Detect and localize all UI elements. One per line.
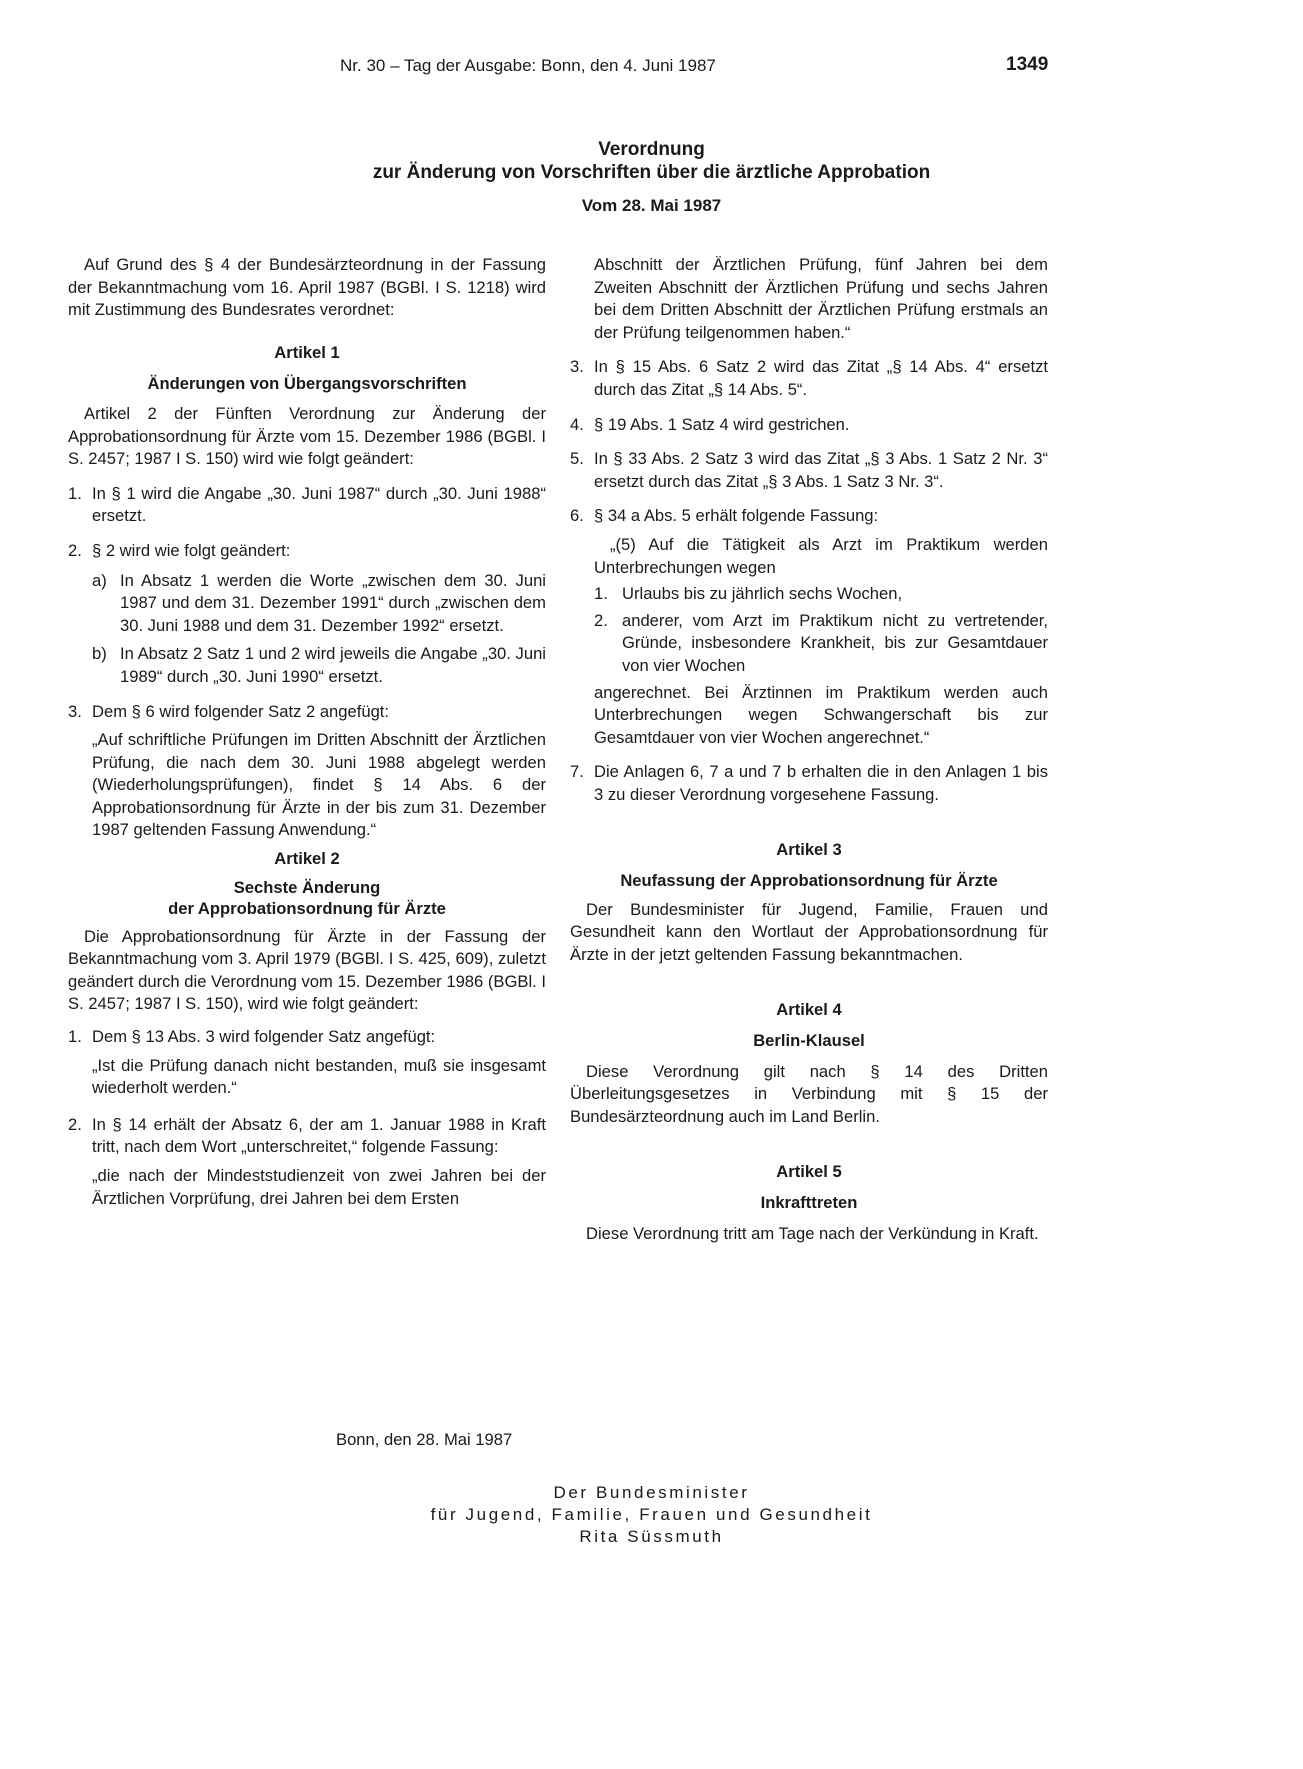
signature-title: Der Bundesminister [553,1483,750,1502]
article3-subheading: Neufassung der Approbationsordnung für Ärzte [620,871,998,891]
list-item: 1. Dem § 13 Abs. 3 wird folgender Satz angefügt: [68,1027,436,1047]
article2-text: Die Approbationsordnung für Ärzte in der Fassung der Bekanntmachung vom 3. April 1979 (BGBl. I S. 425, 609), zuletzt geändert durch die Verordnung vom 15. Dezember 1986 (BGBl. I S. 2457; 1987 I S. 150), wird wie folgt geändert: [68,926,546,1014]
intro-paragraph: Auf Grund des § 4 der Bundesärzteordnung in der Fassung der Bekanntmachung vom 16. April 1987 (BGBl. I S. 1218) wird mit Zustimmung des Bundesrates verordnet: [68,255,546,320]
list-item: 5. In § 33 Abs. 2 Satz 3 wird das Zitat „§ 3 Abs. 1 Satz 2 Nr. 3“ ersetzt durch das Zitat „§ 3 Abs. 1 Satz 3 Nr. 3“. [570,449,1048,491]
signature-block [0,1482,1303,1548]
title-line2: zur Änderung von Vorschriften über die ärztliche Approbation [372,162,931,183]
list-item: 1. In § 1 wird die Angabe „30. Juni 1987“ durch „30. Juni 1988“ ersetzt. [68,483,546,526]
issue-line: Nr. 30 – Tag der Ausgabe: Bonn, den 4. Juni 1987 [340,56,716,75]
title-date: Vom 28. Mai 1987 [581,196,722,215]
signature-ministry: für Jugend, Familie, Frauen und Gesundheit [430,1505,873,1524]
quoted-text: „(5) Auf die Tätigkeit als Arzt im Praktikum werden Unterbrechungen wegen [594,534,1048,577]
list-item: 6. § 34 a Abs. 5 erhält folgende Fassung: [570,506,879,526]
article4-text: Diese Verordnung gilt nach § 14 des Dritten Überleitungsgesetzes in Verbindung mit § 15 der Bundesärzteordnung auch im Land Berlin. [570,1061,1048,1126]
title-line1: Verordnung [598,139,705,160]
quoted-text: „die nach der Mindeststudienzeit von zwei Jahren bei der Ärztlichen Vorprüfung, drei Jahren bei dem Ersten [92,1166,546,1208]
article4-subheading: Berlin-Klausel [753,1031,865,1051]
article5-subheading: Inkrafttreten [760,1193,858,1212]
right-column [570,254,1048,1245]
article2-subheading: der Approbationsordnung für Ärzte [168,898,446,918]
article3-text: Der Bundesminister für Jugend, Familie, Frauen und Gesundheit kann den Wortlaut der Approbationsordnung für Ärzte in der jetzt geltenden Fassung bekanntmachen. [570,899,1048,964]
article1-heading: Artikel 1 [274,342,340,362]
list-item: 3. Dem § 6 wird folgender Satz 2 angefügt: [68,701,390,721]
place-date: Bonn, den 28. Mai 1987 [336,1430,513,1449]
sub-list-item: 1. Urlaubs bis zu jährlich sechs Wochen, [594,584,903,604]
page-number: 1349 [1006,54,1049,75]
title-block [0,138,1303,216]
list-item: 7. Die Anlagen 6, 7 a und 7 b erhalten die in den Anlagen 1 bis 3 zu dieser Verordnung vorgesehene Fassung. [570,762,1048,804]
sub-list-item: a) In Absatz 1 werden die Worte „zwischen dem 30. Juni 1987 und dem 31. Dezember 1991“ durch „zwischen dem 30. Juni 1988 und dem 31. Dezember 1992“ ersetzt. [92,570,546,635]
quoted-text: Abschnitt der Ärztlichen Prüfung, fünf Jahren bei dem Zweiten Abschnitt der Ärztlichen Prüfung und sechs Jahren bei dem Dritten Abschnitt der Ärztlichen Prüfung erstmals an der Prüfung teilgenommen haben.“ [594,255,1048,342]
list-item: 2. In § 14 erhält der Absatz 6, der am 1. Januar 1988 in Kraft tritt, nach dem Wort „unterschreitet,“ folgende Fassung: [68,1114,546,1157]
quoted-text: „Ist die Prüfung danach nicht bestanden, muß sie insgesamt wiederholt werden.“ [92,1055,546,1098]
quoted-text: „Auf schriftliche Prüfungen im Dritten Abschnitt der Ärztlichen Prüfung, die nach dem 30. Juni 1988 abgelegt werden (Wiederholungsprüfungen), findet § 14 Abs. 6 der Approbationsordnung für Ärzte in der bis zum 31. Dezember 1987 geltenden Fassung Anwendung.“ [92,730,546,840]
article5-heading: Artikel 5 [776,1162,842,1182]
list-item: 4. § 19 Abs. 1 Satz 4 wird gestrichen. [570,414,850,434]
list-item: 2. § 2 wird wie folgt geändert: [68,540,291,560]
article5-text: Diese Verordnung tritt am Tage nach der Verkündung in Kraft. [586,1223,1039,1243]
article1-subheading: Änderungen von Übergangsvorschriften [147,374,467,394]
article3-heading: Artikel 3 [776,840,842,860]
sub-list-item: 2. anderer, vom Arzt im Praktikum nicht zu vertretender, Gründe, insbesondere Krankheit, bis zur Gesamtdauer von vier Wochen [594,610,1048,675]
list-item: 3. In § 15 Abs. 6 Satz 2 wird das Zitat „§ 14 Abs. 4“ ersetzt durch das Zitat „§ 14 Abs. 5“. [570,357,1048,399]
article4-heading: Artikel 4 [776,1000,842,1020]
quoted-text: angerechnet. Bei Ärztinnen im Praktikum werden auch Unterbrechungen wegen Schwangerschaft bis zur Gesamtdauer von vier Wochen angerechnet.“ [594,682,1048,747]
article1-text: Artikel 2 der Fünften Verordnung zur Änderung der Approbationsordnung für Ärzte vom 15. Dezember 1986 (BGBl. I S. 2457; 1987 I S. 150) wird wie folgt geändert: [68,403,546,469]
left-column [68,254,546,1210]
signature-name: Rita Süssmuth [579,1527,724,1546]
sub-list-item: b) In Absatz 2 Satz 1 und 2 wird jeweils die Angabe „30. Juni 1989“ durch „30. Juni 1990“ ersetzt. [92,644,546,686]
article2-subheading: Sechste Änderung [233,877,381,897]
article2-heading: Artikel 2 [274,849,340,869]
